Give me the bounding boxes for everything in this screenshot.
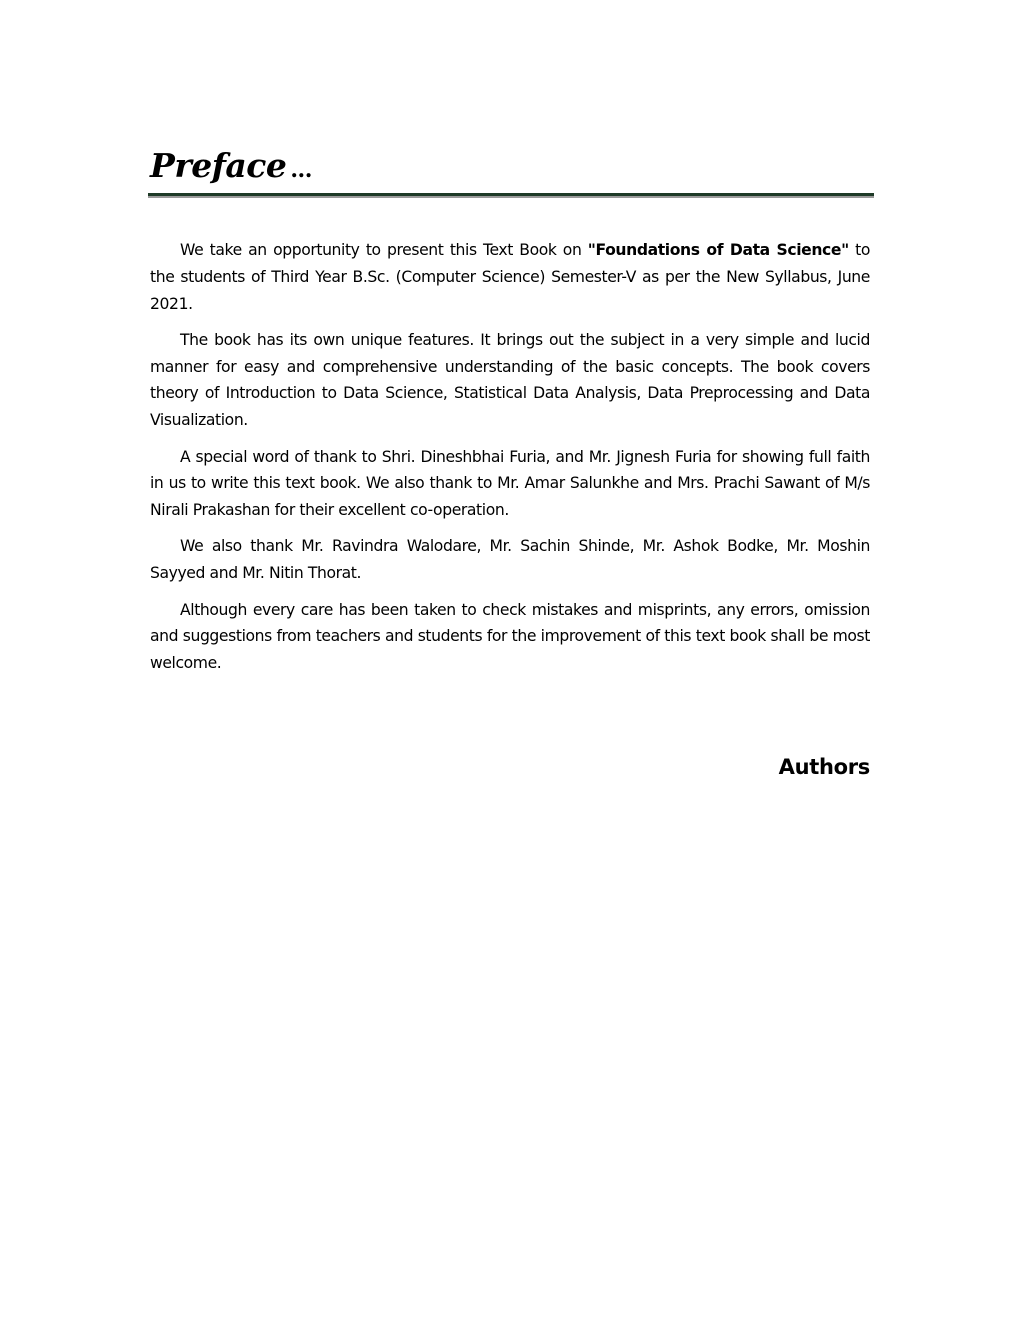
paragraph-5: Although every care has been taken to check mistakes and misprints, any errors, omission and suggestions from teachers and students for the improvement of this text book shall be most welcome. bbox=[150, 600, 870, 673]
paragraph-1-rest: to the students of Third Year B.Sc. (Computer Science) Semester-V as per the New Syllabus, June 2021. bbox=[150, 241, 870, 313]
paragraph-4: We also thank Mr. Ravindra Walodare, Mr. Sachin Shinde, Mr. Ashok Bodke, Mr. Moshin Sayyed and Mr. Nitin Thorat. bbox=[150, 537, 870, 583]
book-title: "Foundations of Data Science" bbox=[587, 241, 849, 259]
preface-body bbox=[150, 237, 870, 686]
page-title bbox=[148, 146, 874, 190]
paragraph-2: The book has its own unique features. It brings out the subject in a very simple and lucid manner for easy and comprehensive understanding of the basic concepts. The book covers theory of Introduction to Data Science, Statistical Data Analysis, Data Preprocessing and Data Visualization. bbox=[150, 330, 870, 430]
paragraph-1-intro: We take an opportunity to present this Text Book on bbox=[180, 241, 588, 259]
preface-heading bbox=[148, 146, 874, 196]
paragraph-3: A special word of thank to Shri. Dineshbhai Furia, and Mr. Jignesh Furia for showing full faith in us to write this text book. We also thank to Mr. Amar Salunkhe and Mrs. Prachi Sawant of M/s Nirali Prakashan for their excellent co-operation. bbox=[150, 447, 870, 520]
page-title-ellipsis: ... bbox=[290, 157, 312, 183]
heading-underline bbox=[148, 193, 874, 196]
page-title-text: Preface bbox=[150, 146, 287, 185]
authors-signature: Authors bbox=[778, 755, 870, 779]
paragraph-1 bbox=[150, 237, 870, 317]
